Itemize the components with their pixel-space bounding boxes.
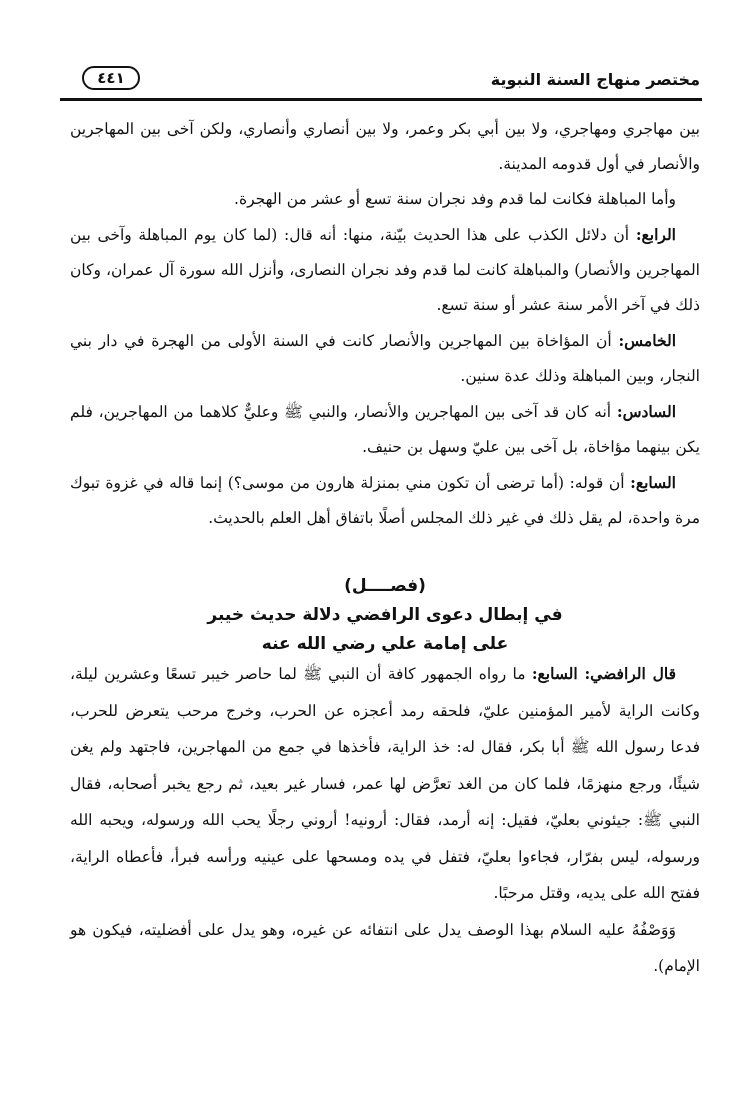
paragraph	[70, 182, 700, 217]
paragraph-label: السادس:	[616, 402, 677, 421]
section-text-block	[70, 656, 700, 985]
paragraph	[70, 912, 700, 985]
section-title: (فصــــل)	[344, 576, 426, 596]
paragraph-text: وَوَصْفُهُ عليه السلام بهذا الوصف يدل على انتفائه عن غيره، وهو يدل على أفضليته، فيكون هو الإمام).	[70, 920, 700, 975]
header-divider	[60, 98, 702, 101]
section-heading	[70, 572, 700, 659]
running-title: مختصر منهاج السنة النبوية	[490, 70, 700, 89]
section-subtitle-line-2: على إمامة علي رضي الله عنه	[261, 634, 509, 654]
paragraph-label: الخامس:	[618, 331, 676, 350]
paragraph-label: الرابع:	[635, 225, 676, 244]
page-number: ٤٤١	[82, 66, 140, 90]
page-header	[60, 66, 700, 98]
main-text-block	[70, 112, 700, 536]
paragraph	[70, 465, 700, 536]
paragraph-text: أن دلائل الكذب على هذا الحديث بيّنة، منها: أنه قال: (لما كان يوم المباهلة وآخى بين المهاجرين والأنصار) والمباهلة كانت لما قدم وفد نجران النصارى، وأنزل الله سورة آل عمران، وكان ذلك في آخر الأمر سنة عشر أو سنة تسع.	[70, 226, 700, 314]
paragraph-text: أن قوله: (أما ترضى أن تكون مني بمنزلة هارون من موسى؟) إنما قاله في غزوة تبوك مرة واحدة، لم يقل ذلك في غير ذلك المجلس أصلًا باتفاق أهل العلم بالحديث.	[70, 474, 700, 527]
paragraph-label: السابع:	[630, 473, 676, 492]
section-subtitle-line-1: في إبطال دعوى الرافضي دلالة حديث خيبر	[207, 605, 563, 625]
paragraph	[70, 656, 700, 912]
paragraph-text: وأما المباهلة فكانت لما قدم وفد نجران سنة تسع أو عشر من الهجرة.	[234, 190, 676, 208]
paragraph-text: بين مهاجري ومهاجري، ولا بين أبي بكر وعمر، ولا بين أنصاري وأنصاري، ولكن آخى بين المهاجرين والأنصار في أول قدومه المدينة.	[70, 120, 700, 173]
paragraph-text: ما رواه الجمهور كافة أن النبي ﷺ لما حاصر خيبر تسعًا وعشرين ليلة، وكانت الراية لأمير المؤمنين عليّ، فلحقه رمد أعجزه عن الحرب، وخرج مرحب يتعرض للحرب، فدعا رسول الله ﷺ أبا بكر، فقال له: خذ الراية، فأخذها في جمع من المهاجرين، فاجتهد ولم يغن شيئًا، ورجع منهزمًا، فلما كان من الغد تعرَّض لها عمر، فسار غير بعيد، ثم رجع يخبر أصحابه، فقال النبي ﷺ: جيئوني بعليّ، فقيل: إنه أرمد، فقال: أرونيه! أروني رجلًا يحب الله ورسوله، ويحبه الله ورسوله، ليس بفرّار، فجاءوا بعليّ، فتفل في يده ومسحها على عينيه ورأسه فبرأ، فأعطاه الراية، ففتح الله على يديه، وقتل مرحبًا.	[70, 665, 700, 902]
paragraph-text: أن المؤاخاة بين المهاجرين والأنصار كانت في السنة الأولى من الهجرة في دار بني النجار، وبين المباهلة وذلك عدة سنين.	[70, 332, 700, 385]
paragraph-text: أنه كان قد آخى بين المهاجرين والأنصار، والنبي ﷺ وعليٌّ كلاهما من المهاجرين، فلم يكن بينهما مؤاخاة، بل آخى بين عليّ وسهل بن حنيف.	[70, 403, 700, 456]
paragraph	[70, 112, 700, 182]
paragraph	[70, 323, 700, 394]
paragraph	[70, 394, 700, 465]
paragraph-label: قال الرافضي: السابع:	[531, 664, 677, 683]
paragraph	[70, 217, 700, 323]
